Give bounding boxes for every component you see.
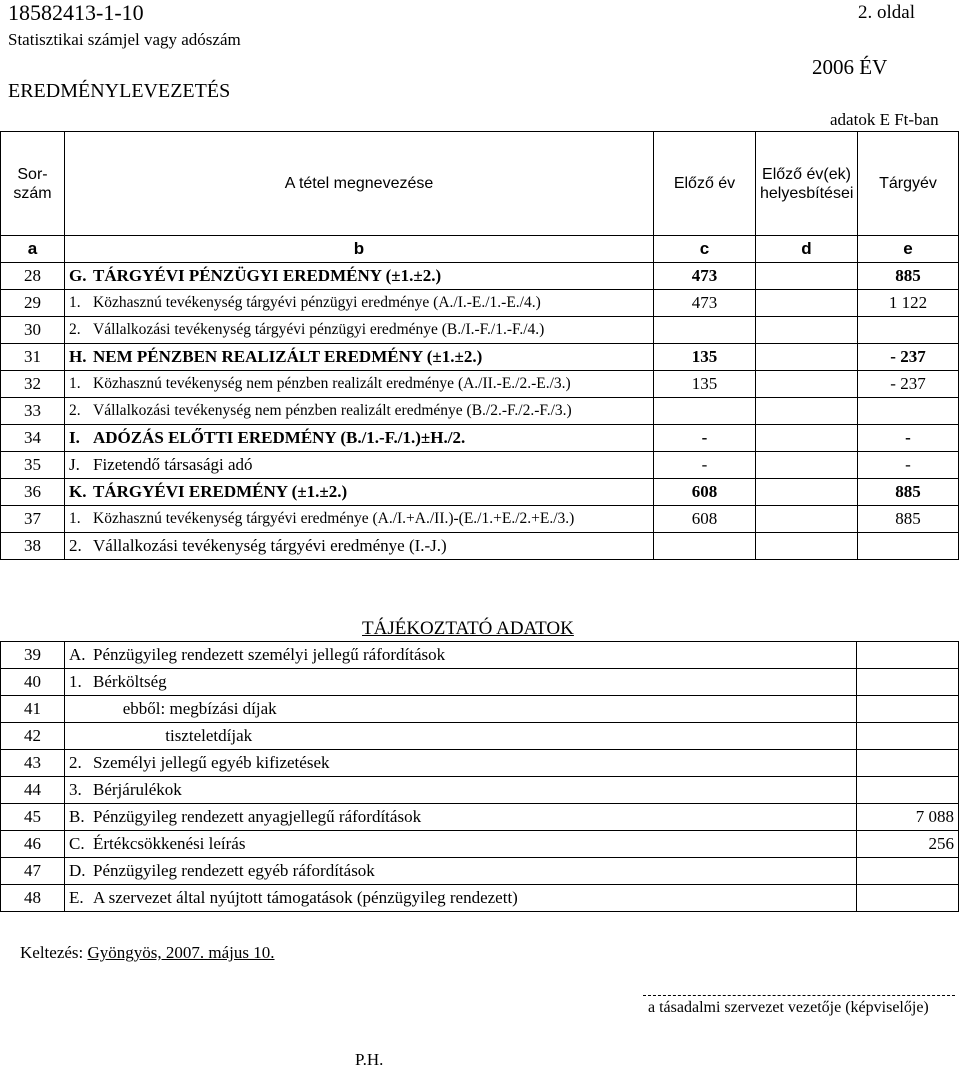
info-row-name <box>65 696 857 723</box>
row-number <box>1 452 65 479</box>
table-row <box>1 344 959 371</box>
value-adj <box>756 290 858 317</box>
column-letter-row <box>1 236 959 263</box>
info-row-label: A szervezet által nyújtott támogatások (pénzügyileg rendezett) <box>93 888 518 907</box>
row-code: H. <box>69 347 87 366</box>
row-code: 1. <box>69 510 81 527</box>
row-code: J. <box>69 455 80 474</box>
value-curr: - 237 <box>858 344 959 371</box>
value-prev: 473 <box>654 263 756 290</box>
info-row <box>1 831 959 858</box>
col-letter: a <box>1 236 65 263</box>
value-adj <box>756 317 858 344</box>
page-number: 2. oldal <box>858 2 915 23</box>
row-code: I. <box>69 428 80 447</box>
col-header-name: A tétel megnevezése <box>65 132 654 236</box>
value-adj <box>756 398 858 425</box>
info-row-number: 44 <box>1 777 65 804</box>
row-number-text: 32 <box>24 374 41 393</box>
table-header-row <box>1 132 959 236</box>
info-row-code: E. <box>69 888 84 907</box>
table-row <box>1 452 959 479</box>
value-curr: 1 122 <box>858 290 959 317</box>
table-row <box>1 398 959 425</box>
row-name <box>65 533 654 560</box>
info-row-name <box>65 858 857 885</box>
value-prev <box>654 317 756 344</box>
document-id: 18582413-1-10 <box>8 0 144 25</box>
info-row <box>1 696 959 723</box>
info-row-label: Pénzügyileg rendezett személyi jellegű ráfordítások <box>93 645 446 664</box>
row-name <box>65 425 654 452</box>
col-header-curr: Tárgyév <box>858 132 959 236</box>
info-row-label: Pénzügyileg rendezett egyéb ráfordítások <box>93 861 375 880</box>
value-adj <box>756 425 858 452</box>
info-row-value <box>857 777 959 804</box>
row-number <box>1 290 65 317</box>
row-number-text: 34 <box>24 428 41 447</box>
info-row-number: 41 <box>1 696 65 723</box>
info-row-name <box>65 723 857 750</box>
row-number-text: 38 <box>24 536 41 555</box>
info-row-name <box>65 777 857 804</box>
info-row-value <box>857 642 959 669</box>
value-adj <box>756 344 858 371</box>
results-body <box>1 263 959 560</box>
info-row-name <box>65 885 857 912</box>
col-letter: b <box>65 236 654 263</box>
row-name <box>65 290 654 317</box>
col-header-adj: Előző év(ek) helyesbítései <box>756 132 858 236</box>
col-letter: e <box>858 236 959 263</box>
row-number <box>1 398 65 425</box>
info-row <box>1 669 959 696</box>
statistical-id-label: Statisztikai számjel vagy adószám <box>8 30 241 49</box>
row-number-text: 37 <box>24 509 41 528</box>
info-row-name <box>65 831 857 858</box>
document-title: EREDMÉNYLEVEZETÉS <box>8 80 231 102</box>
col-letter: c <box>654 236 756 263</box>
info-row-number: 42 <box>1 723 65 750</box>
units-note: adatok E Ft-ban <box>830 110 939 129</box>
value-curr <box>858 398 959 425</box>
value-prev: 135 <box>654 344 756 371</box>
value-curr: - <box>858 452 959 479</box>
info-row-value <box>857 885 959 912</box>
row-label: Közhasznú tevékenység nem pénzben realizált eredménye (A./II.-E./2.-E./3.) <box>93 375 571 392</box>
row-name <box>65 317 654 344</box>
info-row-number: 45 <box>1 804 65 831</box>
row-number-text: 29 <box>24 293 41 312</box>
row-label: Közhasznú tevékenység tárgyévi pénzügyi eredménye (A./I.-E./1.-E./4.) <box>93 294 541 311</box>
row-number <box>1 533 65 560</box>
col-header-prev: Előző év <box>654 132 756 236</box>
info-row-code: D. <box>69 861 86 880</box>
info-row-name <box>65 669 857 696</box>
row-number-text: 28 <box>24 266 41 285</box>
info-row <box>1 804 959 831</box>
value-adj <box>756 371 858 398</box>
value-prev <box>654 398 756 425</box>
value-curr: - 237 <box>858 371 959 398</box>
row-label: Vállalkozási tevékenység tárgyévi eredménye (I.-J.) <box>93 536 447 555</box>
info-row-code: 1. <box>69 672 82 691</box>
row-name <box>65 506 654 533</box>
row-label: ADÓZÁS ELŐTTI EREDMÉNY (B./1.-F./1.)±H./2. <box>93 428 466 447</box>
report-year: 2006 ÉV <box>812 55 888 79</box>
table-row <box>1 425 959 452</box>
info-row-value <box>857 723 959 750</box>
col-header-no: Sor-szám <box>1 132 65 236</box>
info-row-value <box>857 669 959 696</box>
value-curr: - <box>858 425 959 452</box>
row-code: 2. <box>69 321 81 338</box>
info-row-label: Bérköltség <box>93 672 167 691</box>
info-row-code: 3. <box>69 780 82 799</box>
row-label: Közhasznú tevékenység tárgyévi eredménye (A./I.+A./II.)-(E./1.+E./2.+E./3.) <box>93 510 575 527</box>
info-row-code: C. <box>69 834 85 853</box>
row-code: 2. <box>69 402 81 419</box>
row-name <box>65 263 654 290</box>
info-row <box>1 750 959 777</box>
value-curr: 885 <box>858 263 959 290</box>
date-value: Gyöngyös, 2007. május 10. <box>87 943 275 962</box>
info-row-label: tiszteletdíjak <box>93 726 253 745</box>
info-row <box>1 858 959 885</box>
info-row <box>1 777 959 804</box>
value-prev: 473 <box>654 290 756 317</box>
value-prev: 608 <box>654 479 756 506</box>
info-title: TÁJÉKOZTATÓ ADATOK <box>362 618 574 639</box>
signature-label: a tásadalmi szervezet vezetője (képviselője) <box>648 999 929 1016</box>
row-code: K. <box>69 482 87 501</box>
info-row-value: 256 <box>857 831 959 858</box>
value-prev: - <box>654 425 756 452</box>
row-number-text: 35 <box>24 455 41 474</box>
row-code: G. <box>69 266 87 285</box>
row-code: 1. <box>69 375 81 392</box>
row-label: NEM PÉNZBEN REALIZÁLT EREDMÉNY (±1.±2.) <box>93 347 483 366</box>
date-label: Keltezés: <box>20 943 88 962</box>
info-row-name <box>65 642 857 669</box>
row-name <box>65 398 654 425</box>
info-row-value <box>857 858 959 885</box>
info-row <box>1 642 959 669</box>
row-number <box>1 371 65 398</box>
info-row-number: 39 <box>1 642 65 669</box>
info-row <box>1 885 959 912</box>
value-prev <box>654 533 756 560</box>
info-row <box>1 723 959 750</box>
info-row-number: 48 <box>1 885 65 912</box>
row-number-text: 33 <box>24 401 41 420</box>
row-name <box>65 371 654 398</box>
info-row-label: Személyi jellegű egyéb kifizetések <box>93 753 330 772</box>
row-number <box>1 506 65 533</box>
value-prev: 135 <box>654 371 756 398</box>
info-row-number: 43 <box>1 750 65 777</box>
info-row-number: 47 <box>1 858 65 885</box>
info-row-number: 46 <box>1 831 65 858</box>
row-number-text: 30 <box>24 320 41 339</box>
value-curr <box>858 533 959 560</box>
info-row-value <box>857 750 959 777</box>
table-row <box>1 506 959 533</box>
results-table <box>0 131 959 560</box>
value-adj <box>756 533 858 560</box>
info-row-value: 7 088 <box>857 804 959 831</box>
signature-line <box>643 995 955 996</box>
row-label: Vállalkozási tevékenység tárgyévi pénzügyi eredménye (B./I.-F./1.-F./4.) <box>93 321 545 338</box>
info-row-code: B. <box>69 807 85 826</box>
row-number <box>1 479 65 506</box>
row-code: 1. <box>69 294 81 311</box>
table-row <box>1 263 959 290</box>
stamp-placeholder: P.H. <box>355 1050 384 1069</box>
table-row <box>1 290 959 317</box>
row-number-text: 31 <box>24 347 41 366</box>
info-body <box>1 642 959 912</box>
row-code: 2. <box>69 536 82 555</box>
info-row-code: 2. <box>69 753 82 772</box>
info-row-label: Pénzügyileg rendezett anyagjellegű ráfordítások <box>93 807 422 826</box>
info-table <box>0 641 959 912</box>
row-number <box>1 263 65 290</box>
info-row-label: Bérjárulékok <box>93 780 182 799</box>
info-row-label: ebből: megbízási díjak <box>93 699 277 718</box>
row-number <box>1 344 65 371</box>
info-row-name <box>65 750 857 777</box>
row-name <box>65 344 654 371</box>
table-row <box>1 317 959 344</box>
row-number <box>1 317 65 344</box>
value-adj <box>756 506 858 533</box>
info-row-number: 40 <box>1 669 65 696</box>
row-label: TÁRGYÉVI EREDMÉNY (±1.±2.) <box>93 482 348 501</box>
table-row <box>1 479 959 506</box>
table-row <box>1 371 959 398</box>
value-curr: 885 <box>858 506 959 533</box>
info-row-name <box>65 804 857 831</box>
value-adj <box>756 479 858 506</box>
row-label: TÁRGYÉVI PÉNZÜGYI EREDMÉNY (±1.±2.) <box>93 266 442 285</box>
row-name <box>65 479 654 506</box>
info-row-label: Értékcsökkenési leírás <box>93 834 246 853</box>
info-row-value <box>857 696 959 723</box>
col-letter: d <box>756 236 858 263</box>
row-name <box>65 452 654 479</box>
value-prev: 608 <box>654 506 756 533</box>
value-curr <box>858 317 959 344</box>
date-line <box>20 943 275 963</box>
value-adj <box>756 263 858 290</box>
value-adj <box>756 452 858 479</box>
value-prev: - <box>654 452 756 479</box>
row-number <box>1 425 65 452</box>
value-curr: 885 <box>858 479 959 506</box>
row-label: Fizetendő társasági adó <box>93 455 253 474</box>
table-row <box>1 533 959 560</box>
row-number-text: 36 <box>24 482 41 501</box>
info-row-code: A. <box>69 645 86 664</box>
row-label: Vállalkozási tevékenység nem pénzben realizált eredménye (B./2.-F./2.-F./3.) <box>93 402 572 419</box>
